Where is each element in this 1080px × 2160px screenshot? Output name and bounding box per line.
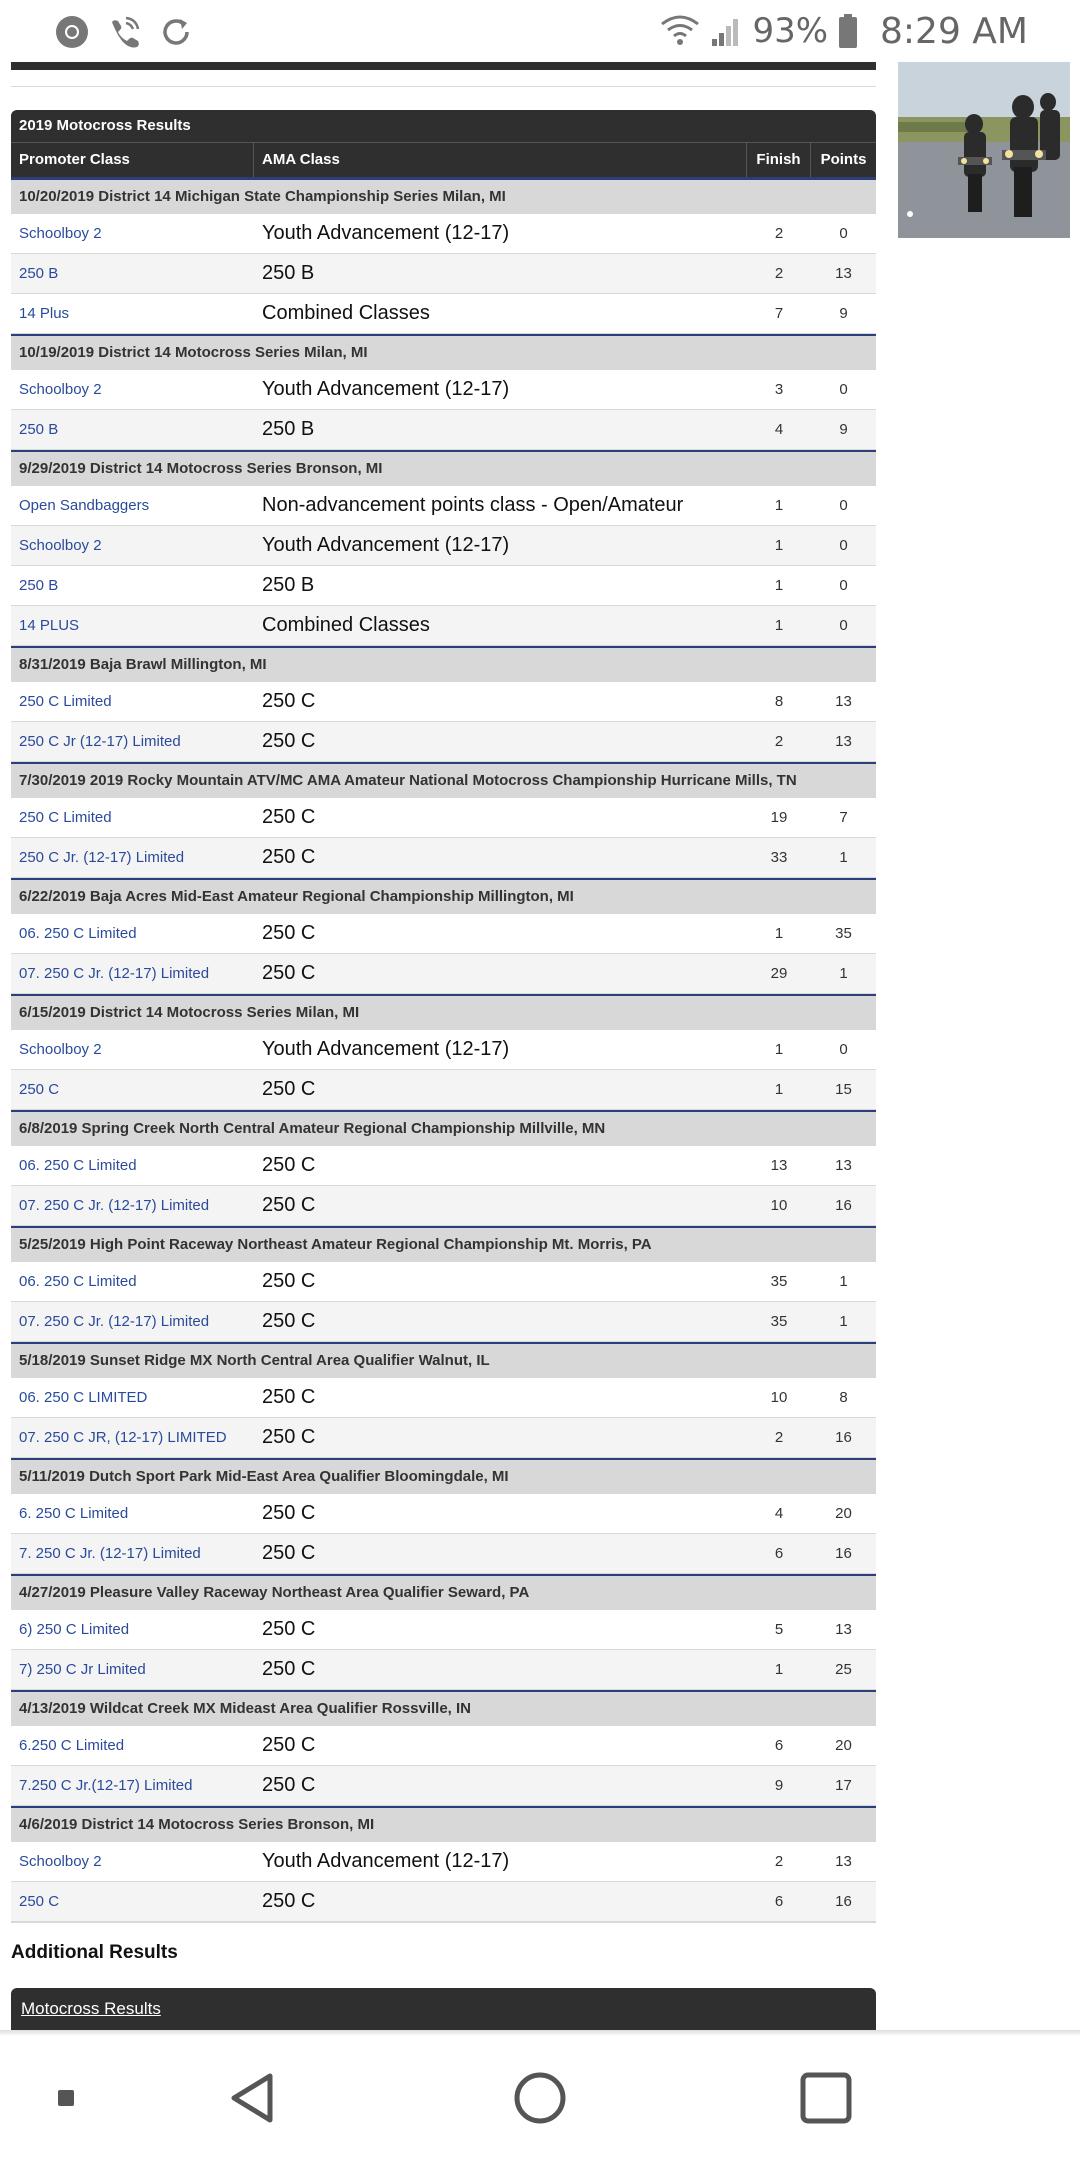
points-cell: 1 (839, 965, 848, 982)
riders-photo-graphic (898, 62, 1070, 238)
finish-cell: 1 (774, 497, 784, 514)
points-cell: 9 (839, 421, 848, 438)
points-cell: 13 (835, 1621, 852, 1638)
col-points: Points (820, 151, 867, 168)
overview-icon (798, 2070, 854, 2126)
event-group (11, 648, 876, 764)
event-group (11, 1692, 876, 1808)
clock: 8:29 AM (880, 10, 1028, 52)
promoter-class-link[interactable]: Schoolboy 2 (19, 537, 102, 554)
events-list (11, 180, 876, 1923)
promoter-class-link[interactable]: 250 B (19, 577, 59, 594)
finish-cell: 13 (770, 1157, 788, 1174)
ama-class-cell: 250 C (262, 1734, 316, 1756)
promoter-class-link[interactable]: 7.250 C Jr.(12-17) Limited (19, 1777, 193, 1794)
event-group (11, 1576, 876, 1692)
status-bar (0, 0, 1080, 62)
points-cell: 8 (839, 1389, 848, 1406)
finish-cell: 10 (770, 1197, 788, 1214)
finish-cell: 1 (774, 1081, 784, 1098)
ama-class-cell: 250 C (262, 1078, 316, 1100)
scroll-shadow (0, 2030, 1080, 2036)
ama-class-cell: Combined Classes (262, 614, 430, 636)
promoter-class-link[interactable]: 07. 250 C Jr. (12-17) Limited (19, 1313, 210, 1330)
promoter-class-link[interactable]: 14 PLUS (19, 617, 80, 634)
event-heading: 10/19/2019 District 14 Motocross Series Milan, MI (11, 336, 876, 370)
event-group (11, 452, 876, 648)
finish-cell: 1 (774, 617, 784, 634)
promoter-class-link[interactable]: 07. 250 C JR, (12-17) LIMITED (19, 1429, 227, 1446)
col-ama-class: AMA Class (254, 143, 747, 177)
ama-class-cell: Combined Classes (262, 302, 430, 324)
finish-cell: 6 (774, 1545, 784, 1562)
event-heading: 6/8/2019 Spring Creek North Central Amateur Regional Championship Millville, MN (11, 1112, 876, 1146)
table-header-row (11, 142, 876, 180)
finish-cell: 33 (770, 849, 788, 866)
event-rows (11, 486, 876, 646)
ama-class-cell: Youth Advancement (12-17) (262, 222, 510, 244)
table-row (11, 1610, 876, 1650)
finish-cell: 1 (774, 925, 784, 942)
finish-cell: 4 (774, 421, 784, 438)
table-row (11, 1030, 876, 1070)
event-heading: 5/18/2019 Sunset Ridge MX North Central Area Qualifier Walnut, IL (11, 1344, 876, 1378)
promoter-class-link[interactable]: Schoolboy 2 (19, 225, 102, 242)
promoter-class-link[interactable]: 6.250 C Limited (19, 1737, 125, 1754)
finish-cell: 2 (774, 1853, 784, 1870)
finish-cell: 1 (774, 1041, 784, 1058)
table-row (11, 526, 876, 566)
table-row (11, 1766, 876, 1806)
battery-percent: 93% (752, 11, 829, 51)
event-rows (11, 1378, 876, 1458)
table-row (11, 566, 876, 606)
finish-cell: 3 (774, 381, 784, 398)
ama-class-cell: 250 C (262, 1542, 316, 1564)
divider (11, 86, 876, 87)
points-cell: 16 (835, 1429, 852, 1446)
table-row (11, 954, 876, 994)
event-heading: 4/6/2019 District 14 Motocross Series Bronson, MI (11, 1808, 876, 1842)
status-left-icons (54, 12, 194, 52)
event-heading: 10/20/2019 District 14 Michigan State Championship Series Milan, MI (11, 180, 876, 214)
event-group (11, 336, 876, 452)
motocross-results-bar (11, 1988, 876, 2030)
ama-class-cell: 250 B (262, 262, 315, 284)
ama-class-cell: Youth Advancement (12-17) (262, 534, 510, 556)
points-cell: 16 (835, 1893, 852, 1910)
promoter-class-link[interactable]: 250 C (19, 1893, 60, 1910)
finish-cell: 5 (774, 1621, 784, 1638)
ama-class-cell: 250 C (262, 1618, 316, 1640)
ama-class-cell: 250 C (262, 1194, 316, 1216)
promoter-class-link[interactable]: 7) 250 C Jr Limited (19, 1661, 146, 1678)
promoter-class-link[interactable]: 250 C Limited (19, 693, 112, 710)
points-cell: 16 (835, 1197, 852, 1214)
points-cell: 0 (839, 617, 848, 634)
event-rows (11, 370, 876, 450)
event-rows (11, 1610, 876, 1690)
points-cell: 13 (835, 693, 852, 710)
promoter-class-link[interactable]: Schoolboy 2 (19, 1041, 102, 1058)
ama-class-cell: Youth Advancement (12-17) (262, 378, 510, 400)
event-heading: 5/25/2019 High Point Raceway Northeast Amateur Regional Championship Mt. Morris, PA (11, 1228, 876, 1262)
promoter-class-link[interactable]: 06. 250 C Limited (19, 1157, 137, 1174)
promoter-class-link[interactable]: 6. 250 C Limited (19, 1505, 129, 1522)
table-row (11, 1726, 876, 1766)
event-rows (11, 1146, 876, 1226)
promoter-class-link[interactable]: 250 C (19, 1081, 60, 1098)
promoter-class-link[interactable]: Schoolboy 2 (19, 1853, 102, 1870)
table-row (11, 1842, 876, 1882)
finish-cell: 2 (774, 733, 784, 750)
points-cell: 0 (839, 225, 848, 242)
table-row (11, 410, 876, 450)
finish-cell: 6 (774, 1737, 784, 1754)
event-group (11, 996, 876, 1112)
finish-cell: 9 (774, 1777, 784, 1794)
ama-class-cell: 250 B (262, 574, 315, 596)
ama-class-cell: 250 C (262, 922, 316, 944)
table-row (11, 1494, 876, 1534)
points-cell: 13 (835, 1157, 852, 1174)
event-heading: 6/15/2019 District 14 Motocross Series Milan, MI (11, 996, 876, 1030)
status-right-icons (660, 8, 1028, 54)
ama-class-cell: 250 C (262, 1658, 316, 1680)
promoter-class-link[interactable]: 07. 250 C Jr. (12-17) Limited (19, 965, 210, 982)
sync-icon (158, 14, 194, 50)
event-rows (11, 1726, 876, 1806)
table-row (11, 1534, 876, 1574)
col-promoter-class: Promoter Class (11, 143, 254, 177)
event-group (11, 1344, 876, 1460)
points-cell: 13 (835, 265, 852, 282)
event-rows (11, 1030, 876, 1110)
points-cell: 0 (839, 1041, 848, 1058)
promoter-class-link[interactable]: 14 Plus (19, 305, 70, 322)
points-cell: 0 (839, 497, 848, 514)
home-button[interactable] (500, 2058, 580, 2138)
riders-photo[interactable] (898, 62, 1070, 238)
event-heading: 7/30/2019 2019 Rocky Mountain ATV/MC AMA Amateur National Motocross Championship Hurricane Mills, TN (11, 764, 876, 798)
event-rows (11, 682, 876, 762)
table-row (11, 914, 876, 954)
finish-cell: 2 (774, 1429, 784, 1446)
event-rows (11, 1842, 876, 1922)
ama-class-cell: 250 C (262, 1774, 316, 1796)
points-cell: 0 (839, 577, 848, 594)
ama-class-cell: 250 C (262, 1386, 316, 1408)
recent-apps-dot-button[interactable] (26, 2058, 106, 2138)
finish-cell: 19 (770, 809, 788, 826)
event-heading: 4/27/2019 Pleasure Valley Raceway Northeast Area Qualifier Seward, PA (11, 1576, 876, 1610)
event-group (11, 1112, 876, 1228)
promoter-class-link[interactable]: 250 C Jr (12-17) Limited (19, 733, 181, 750)
event-group (11, 180, 876, 336)
points-cell: 7 (839, 809, 848, 826)
points-cell: 15 (835, 1081, 852, 1098)
ama-class-cell: 250 C (262, 730, 316, 752)
event-rows (11, 1494, 876, 1574)
wifi-icon (660, 14, 700, 48)
ama-class-cell: 250 C (262, 690, 316, 712)
event-heading: 4/13/2019 Wildcat Creek MX Mideast Area Qualifier Rossville, IN (11, 1692, 876, 1726)
ama-class-cell: 250 B (262, 418, 315, 440)
nav-bar (0, 2040, 1080, 2160)
event-rows (11, 1262, 876, 1342)
event-rows (11, 914, 876, 994)
finish-cell: 1 (774, 1661, 784, 1678)
ama-class-cell: 250 C (262, 1310, 316, 1332)
promoter-class-link[interactable]: 250 B (19, 421, 59, 438)
ama-class-cell: Non-advancement points class - Open/Amateur (262, 494, 684, 516)
event-heading: 9/29/2019 District 14 Motocross Series Bronson, MI (11, 452, 876, 486)
wifi-calling-icon (106, 14, 142, 50)
promoter-class-link[interactable]: 250 C Limited (19, 809, 112, 826)
promoter-class-link[interactable]: 06. 250 C Limited (19, 1273, 137, 1290)
table-row (11, 486, 876, 526)
points-cell: 9 (839, 305, 848, 322)
table-row (11, 722, 876, 762)
table-row (11, 606, 876, 646)
points-cell: 1 (839, 1313, 848, 1330)
event-group (11, 880, 876, 996)
points-cell: 13 (835, 1853, 852, 1870)
ama-class-cell: 250 C (262, 1890, 316, 1912)
points-cell: 20 (835, 1505, 852, 1522)
table-row (11, 1262, 876, 1302)
promoter-class-link[interactable]: 7. 250 C Jr. (12-17) Limited (19, 1545, 201, 1562)
finish-cell: 10 (770, 1389, 788, 1406)
event-group (11, 1228, 876, 1344)
promoter-class-link[interactable]: 07. 250 C Jr. (12-17) Limited (19, 1197, 210, 1214)
recent-apps-dot-icon (56, 2088, 76, 2108)
ama-class-cell: 250 C (262, 846, 316, 868)
table-row (11, 254, 876, 294)
table-row (11, 370, 876, 410)
event-rows (11, 214, 876, 334)
ama-class-cell: 250 C (262, 1426, 316, 1448)
points-cell: 13 (835, 733, 852, 750)
finish-cell: 8 (774, 693, 784, 710)
table-row (11, 1186, 876, 1226)
promoter-class-link[interactable]: 06. 250 C Limited (19, 925, 137, 942)
points-cell: 0 (839, 537, 848, 554)
table-row (11, 1302, 876, 1342)
table-row (11, 1378, 876, 1418)
promoter-class-link[interactable]: 06. 250 C LIMITED (19, 1389, 148, 1406)
additional-results-heading: Additional Results (11, 1942, 178, 1963)
event-group (11, 1460, 876, 1576)
event-heading: 6/22/2019 Baja Acres Mid-East Amateur Regional Championship Millington, MI (11, 880, 876, 914)
points-cell: 16 (835, 1545, 852, 1562)
ama-class-cell: Youth Advancement (12-17) (262, 1038, 510, 1060)
back-button[interactable] (212, 2058, 292, 2138)
table-row (11, 838, 876, 878)
points-cell: 0 (839, 381, 848, 398)
finish-cell: 2 (774, 265, 784, 282)
event-group (11, 764, 876, 880)
event-heading: 5/11/2019 Dutch Sport Park Mid-East Area Qualifier Bloomingdale, MI (11, 1460, 876, 1494)
overview-button[interactable] (786, 2058, 866, 2138)
points-cell: 35 (835, 925, 852, 942)
ama-class-cell: 250 C (262, 1270, 316, 1292)
ama-class-cell: 250 C (262, 806, 316, 828)
finish-cell: 1 (774, 537, 784, 554)
home-icon (512, 2070, 568, 2126)
table-title: 2019 Motocross Results (11, 110, 876, 142)
table-row (11, 1146, 876, 1186)
finish-cell: 29 (770, 965, 788, 982)
ama-class-cell: 250 C (262, 1154, 316, 1176)
table-row (11, 294, 876, 334)
battery-icon (838, 13, 858, 49)
table-row (11, 1882, 876, 1922)
event-group (11, 1808, 876, 1923)
ama-class-cell: 250 C (262, 1502, 316, 1524)
col-finish: Finish (747, 143, 811, 177)
finish-cell: 4 (774, 1505, 784, 1522)
finish-cell: 6 (774, 1893, 784, 1910)
results-table (11, 110, 876, 1923)
promoter-class-link[interactable]: 250 C Jr. (12-17) Limited (19, 849, 185, 866)
event-heading: 8/31/2019 Baja Brawl Millington, MI (11, 648, 876, 682)
motocross-results-link[interactable]: Motocross Results (21, 1999, 161, 2018)
ama-class-cell: 250 C (262, 962, 316, 984)
table-row (11, 798, 876, 838)
event-rows (11, 798, 876, 878)
chrome-icon (54, 14, 90, 50)
finish-cell: 1 (774, 577, 784, 594)
finish-cell: 7 (774, 305, 784, 322)
points-cell: 25 (835, 1661, 852, 1678)
table-row (11, 1070, 876, 1110)
finish-cell: 2 (774, 225, 784, 242)
points-cell: 1 (839, 1273, 848, 1290)
header-rule (11, 62, 876, 70)
points-cell: 1 (839, 849, 848, 866)
promoter-class-link[interactable]: 6) 250 C Limited (19, 1621, 130, 1638)
finish-cell: 35 (770, 1313, 788, 1330)
signal-icon (710, 15, 742, 47)
back-icon (224, 2070, 280, 2126)
table-row (11, 214, 876, 254)
promoter-class-link[interactable]: Open Sandbaggers (19, 497, 150, 514)
table-row (11, 682, 876, 722)
promoter-class-link[interactable]: Schoolboy 2 (19, 381, 102, 398)
ama-class-cell: Youth Advancement (12-17) (262, 1850, 510, 1872)
promoter-class-link[interactable]: 250 B (19, 265, 59, 282)
finish-cell: 35 (770, 1273, 788, 1290)
table-row (11, 1418, 876, 1458)
points-cell: 17 (835, 1777, 852, 1794)
table-row (11, 1650, 876, 1690)
points-cell: 20 (835, 1737, 852, 1754)
